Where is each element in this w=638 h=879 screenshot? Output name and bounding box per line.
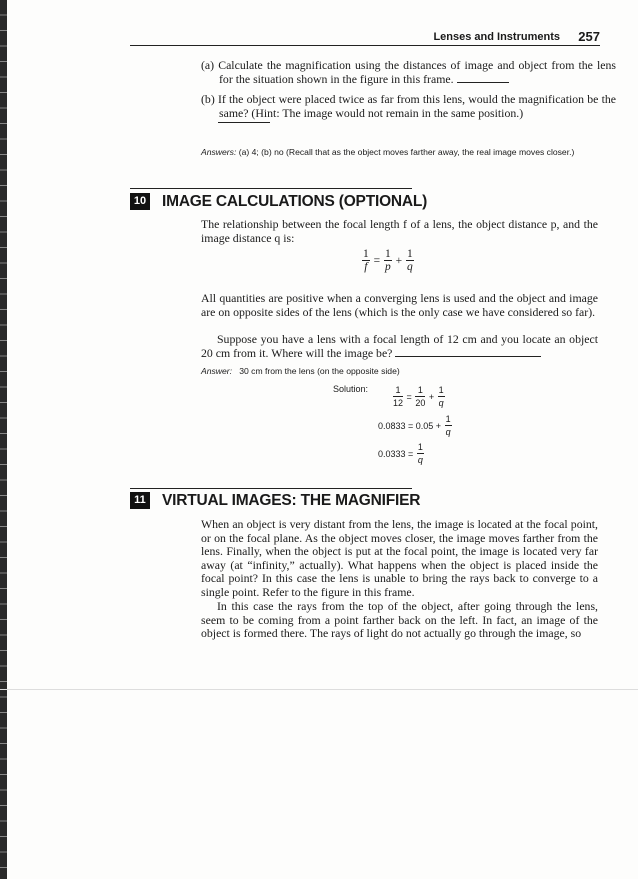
page-number: 257 bbox=[578, 29, 600, 44]
answers-block bbox=[201, 146, 598, 158]
scan-binding-edge bbox=[0, 0, 7, 879]
section-10-rule bbox=[130, 188, 412, 189]
section-11-title: VIRTUAL IMAGES: THE MAGNIFIER bbox=[162, 492, 421, 509]
solution-step-3: 0.0333 = $\frac{1}{q}$ bbox=[378, 442, 423, 465]
section-10-answer bbox=[201, 365, 400, 377]
answer-blank-b bbox=[218, 122, 270, 123]
solution-step-2: 0.0833 = 0.05 + $\frac{1}{q}$ bbox=[378, 414, 451, 437]
answer-label: Answer: bbox=[201, 366, 233, 376]
question-a: (a) Calculate the magnification using the distances of image and object from the lens for the situation shown in the figure in this frame. bbox=[201, 58, 616, 86]
lens-formula: $\frac{1}{f}$ = $\frac{1}{p}$ + $\frac{1}{q}$ bbox=[363, 248, 413, 273]
answer-blank-a bbox=[457, 82, 509, 83]
header-section-title: Lenses and Instruments bbox=[433, 31, 560, 43]
question-b: (b) If the object were placed twice as far from this lens, would the magnification be the same? (Hint: The image would not remain in the same position.) bbox=[201, 92, 616, 120]
solution-label: Solution: bbox=[333, 384, 369, 394]
section-10-paragraph-1: All quantities are positive when a converging lens is used and the object and image are on opposite sides of the lens (which is the only case we have considered so far). bbox=[201, 291, 598, 319]
solution-step-1: $\frac{1}{12}$ = $\frac{1}{20}$ + $\frac{1}{q}$ bbox=[393, 385, 444, 408]
answer-blank-image-distance bbox=[395, 356, 541, 357]
answers-label: Answers: bbox=[201, 147, 237, 157]
section-11-paragraph-1: When an object is very distant from the lens, the image is located at the focal point, or on the focal plane. As the object moves closer, the image moves farther from the lens. Finally, when the object is put at the focal point, the image is located very far away (at “infinity,” actually). What happens when the object is placed inside the focal point? In this case the lens is unable to bring the rays back to converge to a single point. Refer to the figure in this frame. bbox=[201, 517, 598, 599]
scan-artifact-line bbox=[0, 689, 638, 690]
section-10-badge: 10 bbox=[130, 193, 150, 210]
header-rule bbox=[130, 45, 600, 46]
section-10-intro: The relationship between the focal length f of a lens, the object distance p, and the image distance q is: bbox=[201, 217, 598, 245]
section-10-paragraph-2: Suppose you have a lens with a focal length of 12 cm and you locate an object 20 cm from it. Where will the image be? bbox=[201, 332, 598, 360]
answers-text: (a) 4; (b) no (Recall that as the object moves farther away, the real image moves closer.) bbox=[238, 147, 575, 157]
section-10-title: IMAGE CALCULATIONS (OPTIONAL) bbox=[162, 193, 428, 210]
section-11-badge: 11 bbox=[130, 492, 150, 509]
section-11-rule bbox=[130, 488, 412, 489]
running-header bbox=[130, 31, 600, 45]
section-11-paragraph-2: In this case the rays from the top of the object, after going through the lens, seem to be coming from a point farther back on the left. In fact, an image of the object is formed there. The rays of light do not actually go through the image, so bbox=[201, 599, 598, 641]
answer-text: 30 cm from the lens (on the opposite side) bbox=[239, 366, 400, 376]
